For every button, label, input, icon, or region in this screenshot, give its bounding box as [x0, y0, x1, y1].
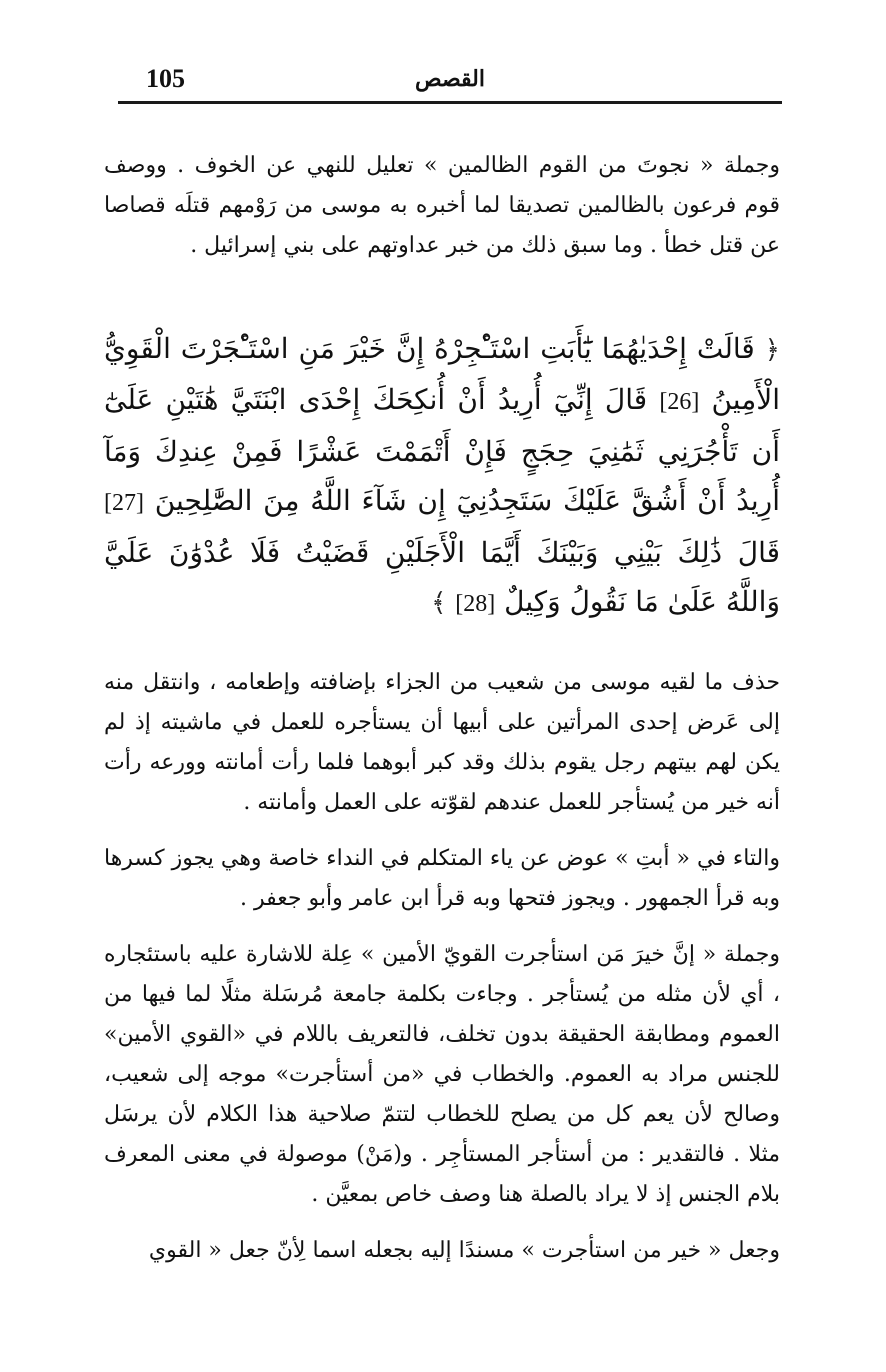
page-body	[104, 146, 780, 1271]
verse-text-1: قَالَتْ إِحْدَيٰهُمَا يَٰٓأَبَتِ اسْتَـْٔجِرْهُ إِنَّ خَيْرَ مَنِ اسْتَـْٔجَرْتَ الْقَوِيُّ الْأَمِينُ	[104, 332, 780, 416]
verse-number-26: [26]	[659, 389, 700, 415]
paragraph-5: وجعل « خير من استأجرت » مسندًا إليه بجعله اسما لِأنّ جعل « القوي	[148, 1238, 780, 1263]
verse-text-3: قَالَ ذَٰلِكَ بَيْنِي وَبَيْنَكَ أَيَّمَا الْأَجَلَيْنِ قَضَيْتُ فَلَا عُدْوَٰنَ عَلَيَّ وَاللَّهُ عَلَىٰ مَا نَقُولُ وَكِيلٌ	[104, 536, 780, 618]
paragraph-4: وجملة « إنَّ خيرَ مَن استأجرت القويّ الأمين » عِلة للاشارة عليه باستئجاره ، أي لأن مثله من يُستأجر . وجاءت بكلمة جامعة مُرسَلة مثلًا لما فيها من العموم ومطابقة الحقيقة بدون تخلف، فالتعريف باللام في «القوي الأمين» للجنس مراد به العموم. والخطاب في «من أستأجرت» موجه إلى شعيب، وصالح لأن يعم كل من يصلح للخطاب لتتمّ صلاحية هذا الكلام لأن يرسَل مثلا . فالتقدير : من أستأجر المستأجِر . و(مَنْ) موصولة في معنى المعرف بلام الجنس إذ لا يراد بالصلة هنا وصف خاص بمعيَّن .	[104, 942, 780, 1207]
running-title: القصص	[415, 66, 485, 92]
page-number: 105	[146, 64, 185, 93]
ornate-open-bracket: ﴿	[764, 335, 780, 365]
verse-number-27: [27]	[104, 490, 144, 516]
quran-verse	[104, 324, 780, 629]
verse-text-2: قَالَ إِنِّيٓ أُرِيدُ أَنْ أُنكِحَكَ إِحْدَى ابْنَتَيَّ هَٰتَيْنِ عَلَىٰٓ أَن تَأْجُرَنِي ثَمَٰنِيَ حِجَجٍ فَإِنْ أَتْمَمْتَ عَشْرًا فَمِنْ عِندِكَ وَمَآ أُرِيدُ أَنْ أَشُقَّ عَلَيْكَ سَتَجِدُنِيٓ إِن شَآءَ اللَّهُ مِنَ الصَّٰلِحِينَ	[104, 383, 780, 517]
paragraph-3: والتاء في « أبتِ » عوض عن ياء المتكلم في النداء خاصة وهي يجوز كسرها وبه قرأ الجمهور . ويجوز فتحها وبه قرأ ابن عامر وأبو جعفر .	[104, 846, 780, 911]
verse-number-28: [28]	[455, 591, 496, 617]
header-rule	[118, 101, 782, 104]
paragraph-1: وجملة « نجوتَ من القوم الظالمين » تعليل للنهي عن الخوف . ووصف قوم فرعون بالظالمين تصديقا لما أخبره به موسى من رَوْمهم قتلَه قصاصا عن قتل خطأ . وما سبق ذلك من خبر عداوتهم على بني إسرائيل .	[104, 153, 780, 258]
page-header	[118, 58, 782, 100]
paragraph-2: حذف ما لقيه موسى من شعيب من الجزاء بإضافته وإطعامه ، وانتقل منه إلى عَرض إحدى المرأتين على أبيها أن يستأجره للعمل في ماشيته إذ لم يكن لهم بيتهم رجل يقوم بذلك وقد كبر أبوهما فلما رأت أمانته وورعه رأت أنه خير من يُستأجر للعمل عندهم لقوّته على العمل وأمانته .	[104, 670, 780, 815]
ornate-close-bracket: ﴾	[431, 588, 447, 618]
